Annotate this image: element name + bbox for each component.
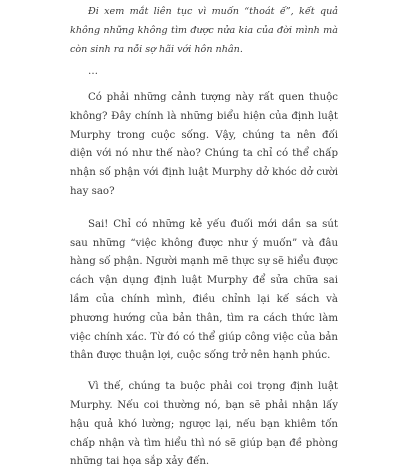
italic-quote: Đi xem mắt liên tục vì muốn “thoát ế”, kết quả không những không tìm được nửa kia của đời mình mà còn sinh ra nỗi sợ hãi với hôn nhân. — [70, 6, 338, 55]
paragraph-2: Sai! Chỉ có những kẻ yếu đuối mới dần sa sút sau những “việc không được như ý muốn” và đâu hàng số phận. Người mạnh mẽ thực sự sẽ hiểu được cách vận dụng định luật Murphy để sửa chữa sai lầm của chính mình, điều chỉnh lại kế sách và phương hướng của bản thân, tìm ra cách thức làm việc chính xác. Từ đó có thể giúp công việc của bản thân được thuận lợi, cuộc sống trở nên hạnh phúc. — [70, 218, 338, 362]
paragraph-1: Có phải những cảnh tượng này rất quen thuộc không? Đây chính là những biểu hiện của định luật Murphy trong cuộc sống. Vậy, chúng ta nên đối diện với nó như thế nào? Chúng ta chỉ có thể chấp nhận số phận với định luật Murphy dở khóc dở cười hay sao? — [70, 92, 338, 197]
ellipsis: … — [88, 66, 98, 77]
paragraph-3: Vì thế, chúng ta buộc phải coi trọng định luật Murphy. Nếu coi thường nó, bạn sẽ phải nhận lấy hậu quả khó lường; ngược lại, nếu bạn khiêm tốn chấp nhận và tìm hiểu thì nó sẽ giúp bạn đề phòng những tai họa sắp xảy đến. — [70, 381, 338, 468]
